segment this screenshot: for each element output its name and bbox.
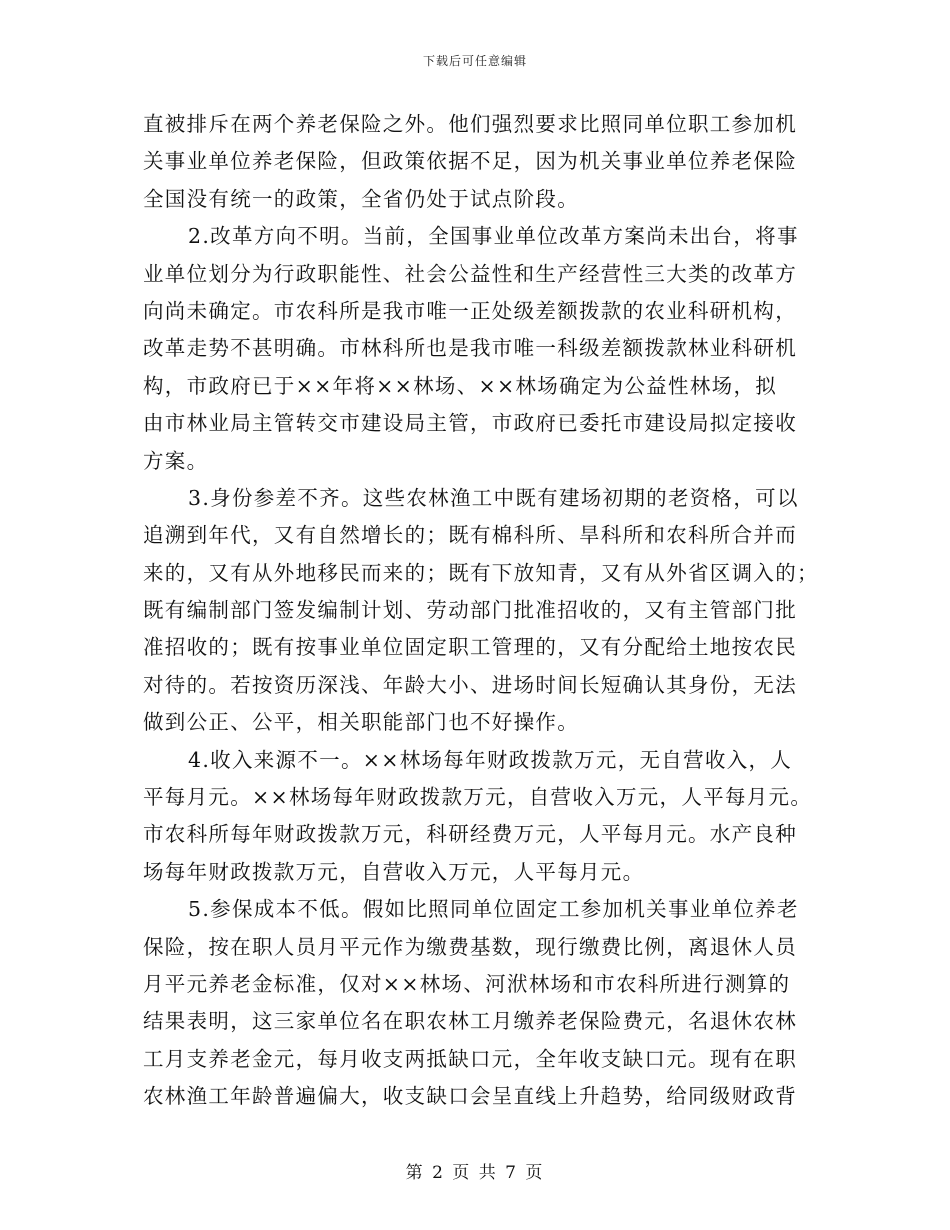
text-line: 对待的。若按资历深浅、年龄大小、进场时间长短确认其身份，无法 bbox=[143, 672, 797, 697]
text-line: 做到公正、公平，相关职能部门也不好操作。 bbox=[143, 710, 579, 735]
text-line: 市农科所每年财政拨款万元，科研经费万元，人平每月元。水产良种 bbox=[143, 822, 797, 847]
text-line: 工月支养老金元，每月收支两抵缺口元，全年收支缺口元。现有在职 bbox=[143, 1046, 797, 1071]
text-line: 4.收入来源不一。××林场每年财政拨款万元，无自营收入，人 bbox=[188, 747, 793, 772]
text-line: 业单位划分为行政职能性、社会公益性和生产经营性三大类的改革方 bbox=[143, 261, 797, 286]
text-line: 来的，又有从外地移民而来的；既有下放知青，又有从外省区调入的； bbox=[143, 560, 819, 585]
text-line: 方案。 bbox=[143, 448, 209, 473]
page-footer: 第 2 页 共 7 页 bbox=[405, 1163, 545, 1183]
page-header: 下载后可任意编辑 bbox=[422, 54, 527, 68]
text-line: 追溯到年代，又有自然增长的；既有棉科所、旱科所和农科所合并而 bbox=[143, 523, 797, 548]
text-line: 改革走势不甚明确。市林科所也是我市唯一科级差额拨款林业科研机 bbox=[143, 336, 797, 361]
text-line: 3.身份参差不齐。这些农林渔工中既有建场初期的老资格，可以 bbox=[188, 485, 799, 510]
text-line: 保险，按在职人员月平元作为缴费基数，现行缴费比例，离退休人员 bbox=[143, 934, 797, 959]
text-line: 5.参保成本不低。假如比照同单位固定工参加机关事业单位养老 bbox=[188, 897, 799, 922]
text-line: 向尚未确定。市农科所是我市唯一正处级差额拨款的农业科研机构， bbox=[143, 298, 797, 323]
text-line: 全国没有统一的政策，全省仍处于试点阶段。 bbox=[143, 186, 579, 211]
text-line: 场每年财政拨款万元，自营收入万元，人平每月元。 bbox=[143, 859, 645, 884]
text-line: 2.改革方向不明。当前，全国事业单位改革方案尚未出台，将事 bbox=[188, 224, 799, 249]
text-line: 准招收的；既有按事业单位固定职工管理的，又有分配给土地按农民 bbox=[143, 635, 797, 660]
text-line: 农林渔工年龄普遍偏大，收支缺口会呈直线上升趋势，给同级财政背 bbox=[143, 1084, 797, 1109]
text-line: 关事业单位养老保险，但政策依据不足，因为机关事业单位养老保险 bbox=[143, 149, 797, 174]
text-line: 结果表明，这三家单位名在职农林工月缴养老保险费元，名退休农林 bbox=[143, 1009, 797, 1034]
text-line: 月平元养老金标准，仅对××林场、河洑林场和市农科所进行测算的 bbox=[143, 971, 791, 996]
text-line: 既有编制部门签发编制计划、劳动部门批准招收的，又有主管部门批 bbox=[143, 598, 797, 623]
document-body bbox=[143, 106, 819, 1116]
text-line: 由市林业局主管转交市建设局主管，市政府已委托市建设局拟定接收 bbox=[143, 411, 797, 436]
text-line: 平每月元。××林场每年财政拨款万元，自营收入万元，人平每月元。 bbox=[143, 785, 813, 810]
text-line: 构，市政府已于××年将××林场、××林场确定为公益性林场，拟 bbox=[143, 373, 778, 398]
text-line: 直被排斥在两个养老保险之外。他们强烈要求比照同单位职工参加机 bbox=[143, 112, 797, 136]
